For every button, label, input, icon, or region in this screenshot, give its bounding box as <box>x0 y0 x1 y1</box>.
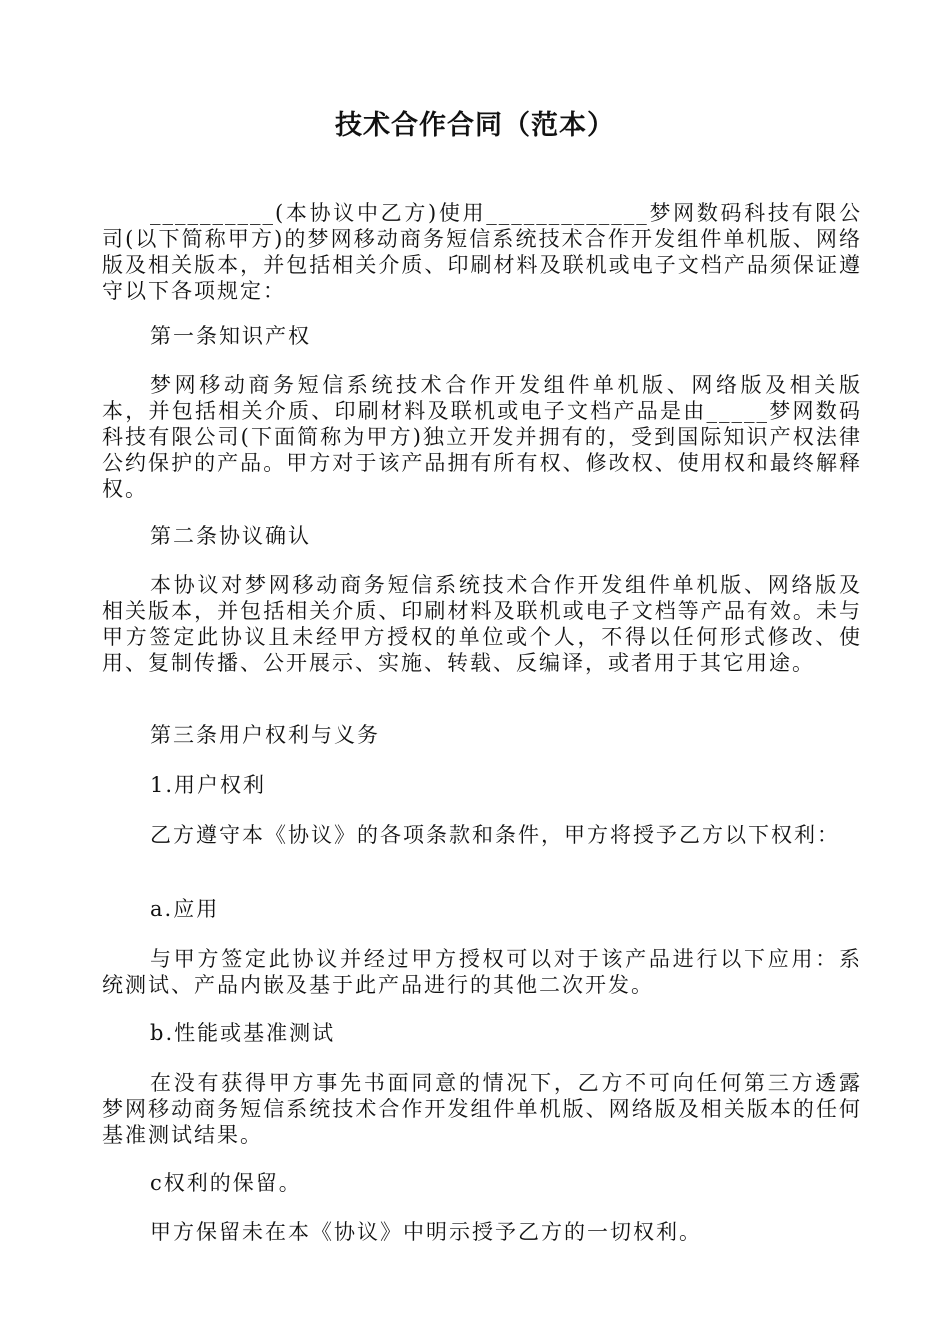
section-1-body: 乙方遵守本《协议》的各项条款和条件，甲方将授予乙方以下权利： <box>150 823 840 847</box>
article-1-body: 梦网移动商务短信系统技术合作开发组件单机版、网络版及相关版本，并包括相关介质、印刷材料及联机或电子文档产品是由_____梦网数码科技有限公司(下面简称为甲方)独立开发并拥有的，受到国际知识产权法律公约保护的产品。甲方对于该产品拥有所有权、修改权、使用权和最终解释权。 <box>102 373 862 501</box>
item-b-heading: b.性能或基准测试 <box>150 1021 336 1045</box>
article-3-heading: 第三条用户权利与义务 <box>150 723 380 747</box>
item-b-body: 在没有获得甲方事先书面同意的情况下，乙方不可向任何第三方透露梦网移动商务短信系统技术合作开发组件单机版、网络版及相关版本的任何基准测试结果。 <box>102 1071 862 1147</box>
article-1-heading: 第一条知识产权 <box>150 324 311 348</box>
document-title: 技术合作合同（范本） <box>335 110 615 141</box>
item-c-heading: c权利的保留。 <box>150 1171 302 1195</box>
item-a-body: 与甲方签定此协议并经过甲方授权可以对于该产品进行以下应用：系统测试、产品内嵌及基于此产品进行的其他二次开发。 <box>102 947 862 997</box>
item-a-heading: a.应用 <box>150 897 220 921</box>
item-c-body: 甲方保留未在本《协议》中明示授予乙方的一切权利。 <box>150 1220 702 1244</box>
article-2-heading: 第二条协议确认 <box>150 524 311 548</box>
article-2-body: 本协议对梦网移动商务短信系统技术合作开发组件单机版、网络版及相关版本，并包括相关介质、印刷材料及联机或电子文档等产品有效。未与甲方签定此协议且未经甲方授权的单位或个人，不得以任何形式修改、使用、复制传播、公开展示、实施、转载、反编译，或者用于其它用途。 <box>102 573 862 675</box>
section-1-heading: 1.用户权利 <box>150 773 267 797</box>
intro-paragraph: __________(本协议中乙方)使用_____________梦网数码科技有限公司(以下简称甲方)的梦网移动商务短信系统技术合作开发组件单机版、网络版及相关版本，并包括相关介质、印刷材料及联机或电子文档产品须保证遵守以下各项规定： <box>102 201 862 303</box>
